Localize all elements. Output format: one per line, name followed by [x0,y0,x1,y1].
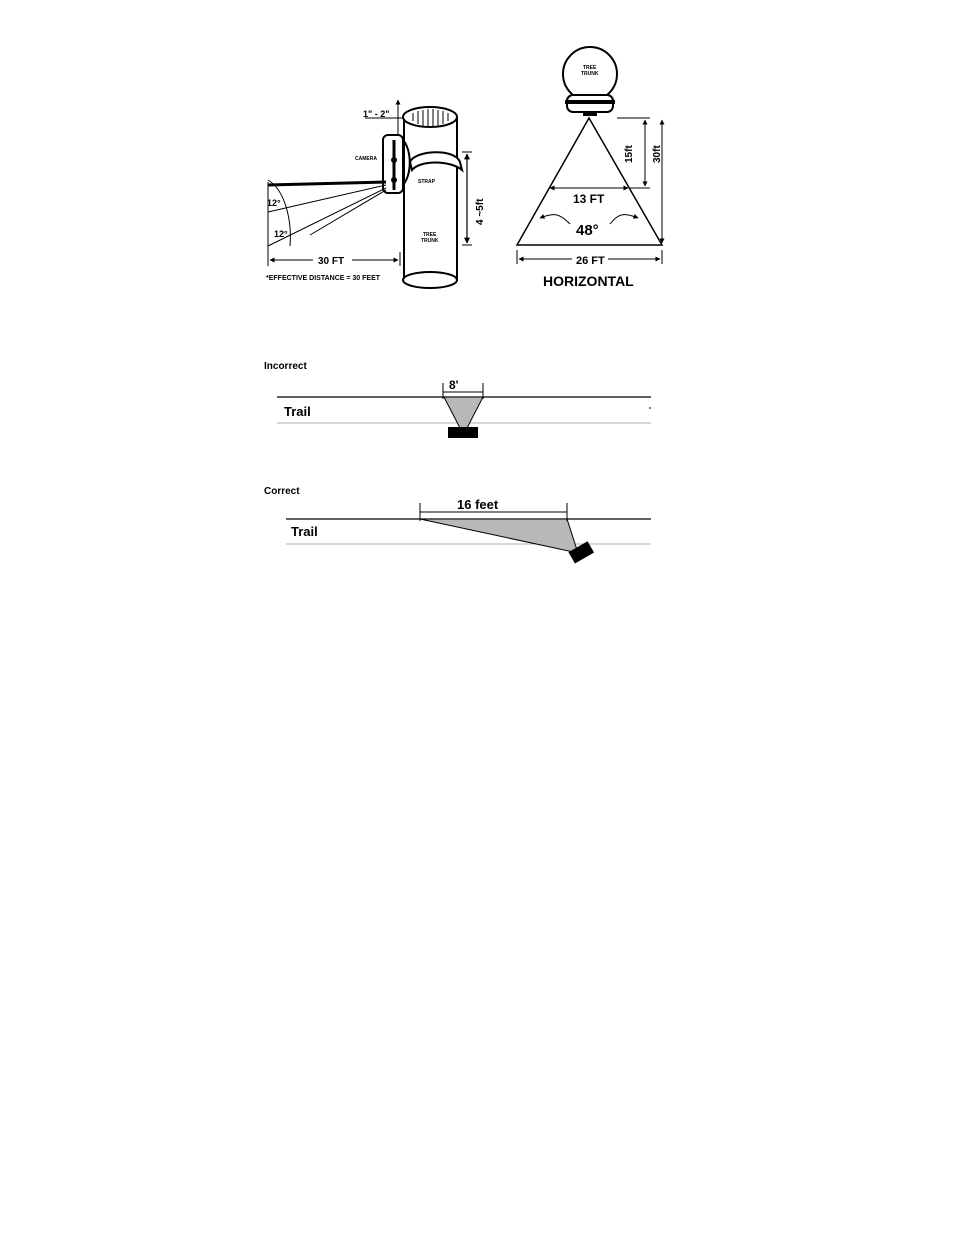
incorrect-detection-cone [444,397,483,430]
distance-label: 30 FT [318,256,345,267]
incorrect-trail-label: Trail [284,404,311,419]
camera-top [565,95,615,116]
incorrect-heading: Incorrect [264,361,307,372]
incorrect-diagram [264,361,651,438]
tree-trunk-side [403,107,457,288]
correct-detection-cone [420,519,578,553]
angle-label: 48° [576,222,599,239]
effective-distance-note: *EFFECTIVE DISTANCE = 30 FEET [266,275,381,282]
trunk-label-top-2: TRUNK [581,71,599,77]
correct-heading: Correct [264,486,300,497]
full-width-label: 26 FT [576,255,605,267]
top-view-diagram [517,47,663,289]
angle-lower-label: 12° [274,229,288,239]
full-depth-label: 30ft [652,145,663,163]
trunk-label-top-1: TREE [583,65,597,71]
strap-label: STRAP [418,179,435,185]
angle-upper-label: 12° [267,198,281,208]
trunk-label-side-2: TRUNK [421,238,439,244]
horizontal-title: HORIZONTAL [543,273,634,289]
mount-gap-label: 1" - 2" [363,109,390,119]
camera-label: CAMERA [355,156,377,162]
height-label: 4 ~5ft [475,198,486,225]
incorrect-width-label: 8' [449,378,459,392]
trunk-label-side-1: TREE [423,232,437,238]
correct-width-label: 16 feet [457,497,499,512]
correct-trail-label: Trail [291,524,318,539]
side-view-diagram [266,100,486,288]
half-depth-label: 15ft [624,145,635,163]
incorrect-camera [448,427,478,438]
mid-width-label: 13 FT [573,192,605,206]
correct-diagram [264,486,651,564]
